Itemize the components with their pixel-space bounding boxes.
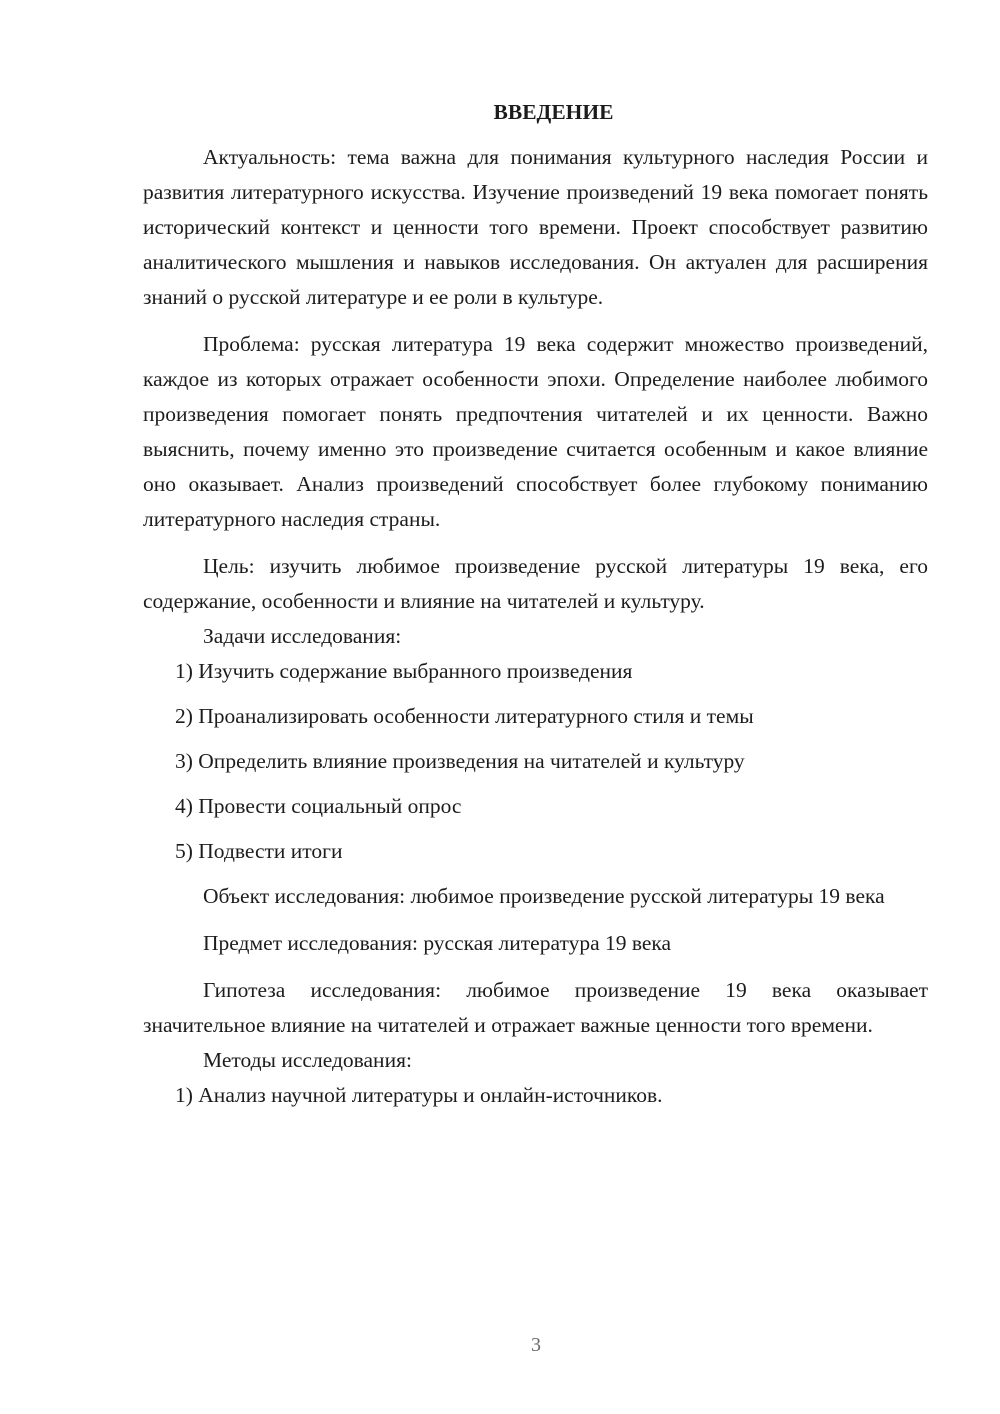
list-item: 1) Изучить содержание выбранного произведения [175,659,633,683]
page-content [143,95,928,1123]
list-item: 4) Провести социальный опрос [175,794,462,818]
hypothesis-paragraph: Гипотеза исследования: любимое произведение 19 века оказывает значительное влияние на читателей и отражает важные ценности того времени. [143,978,928,1037]
list-item: 3) Определить влияние произведения на читателей и культуру [175,749,745,773]
subject-paragraph: Предмет исследования: русская литература 19 века [203,931,672,955]
methods-heading: Методы исследования: [203,1048,412,1072]
page-number: 3 [531,1334,541,1356]
tasks-list [143,654,928,869]
list-item: 5) Подвести итоги [175,839,343,863]
list-item: 1) Анализ научной литературы и онлайн-источников. [175,1083,663,1107]
problem-paragraph: Проблема: русская литература 19 века содержит множество произведений, каждое из которых отражает особенности эпохи. Определение наиболее любимого произведения помогает понять предпочтения читателей и их ценности. Важно выяснить, почему именно это произведение считается особенным и какое влияние оно оказывает. Анализ произведений способствует более глубокому пониманию литературного наследия страны. [143,332,928,531]
object-paragraph: Объект исследования: любимое произведение русской литературы 19 века [203,884,885,908]
relevance-paragraph: Актуальность: тема важна для понимания культурного наследия России и развития литературного искусства. Изучение произведений 19 века помогает понять исторический контекст и ценности того времени. Проект способствует развитию аналитического мышления и навыков исследования. Он актуален для расширения знаний о русской литературе и ее роли в культуре. [143,145,928,309]
page-title: ВВЕДЕНИЕ [493,100,614,124]
methods-list [143,1078,928,1113]
tasks-heading: Задачи исследования: [203,624,402,648]
goal-paragraph: Цель: изучить любимое произведение русской литературы 19 века, его содержание, особенности и влияние на читателей и культуру. [143,554,928,613]
list-item: 2) Проанализировать особенности литературного стиля и темы [175,704,754,728]
